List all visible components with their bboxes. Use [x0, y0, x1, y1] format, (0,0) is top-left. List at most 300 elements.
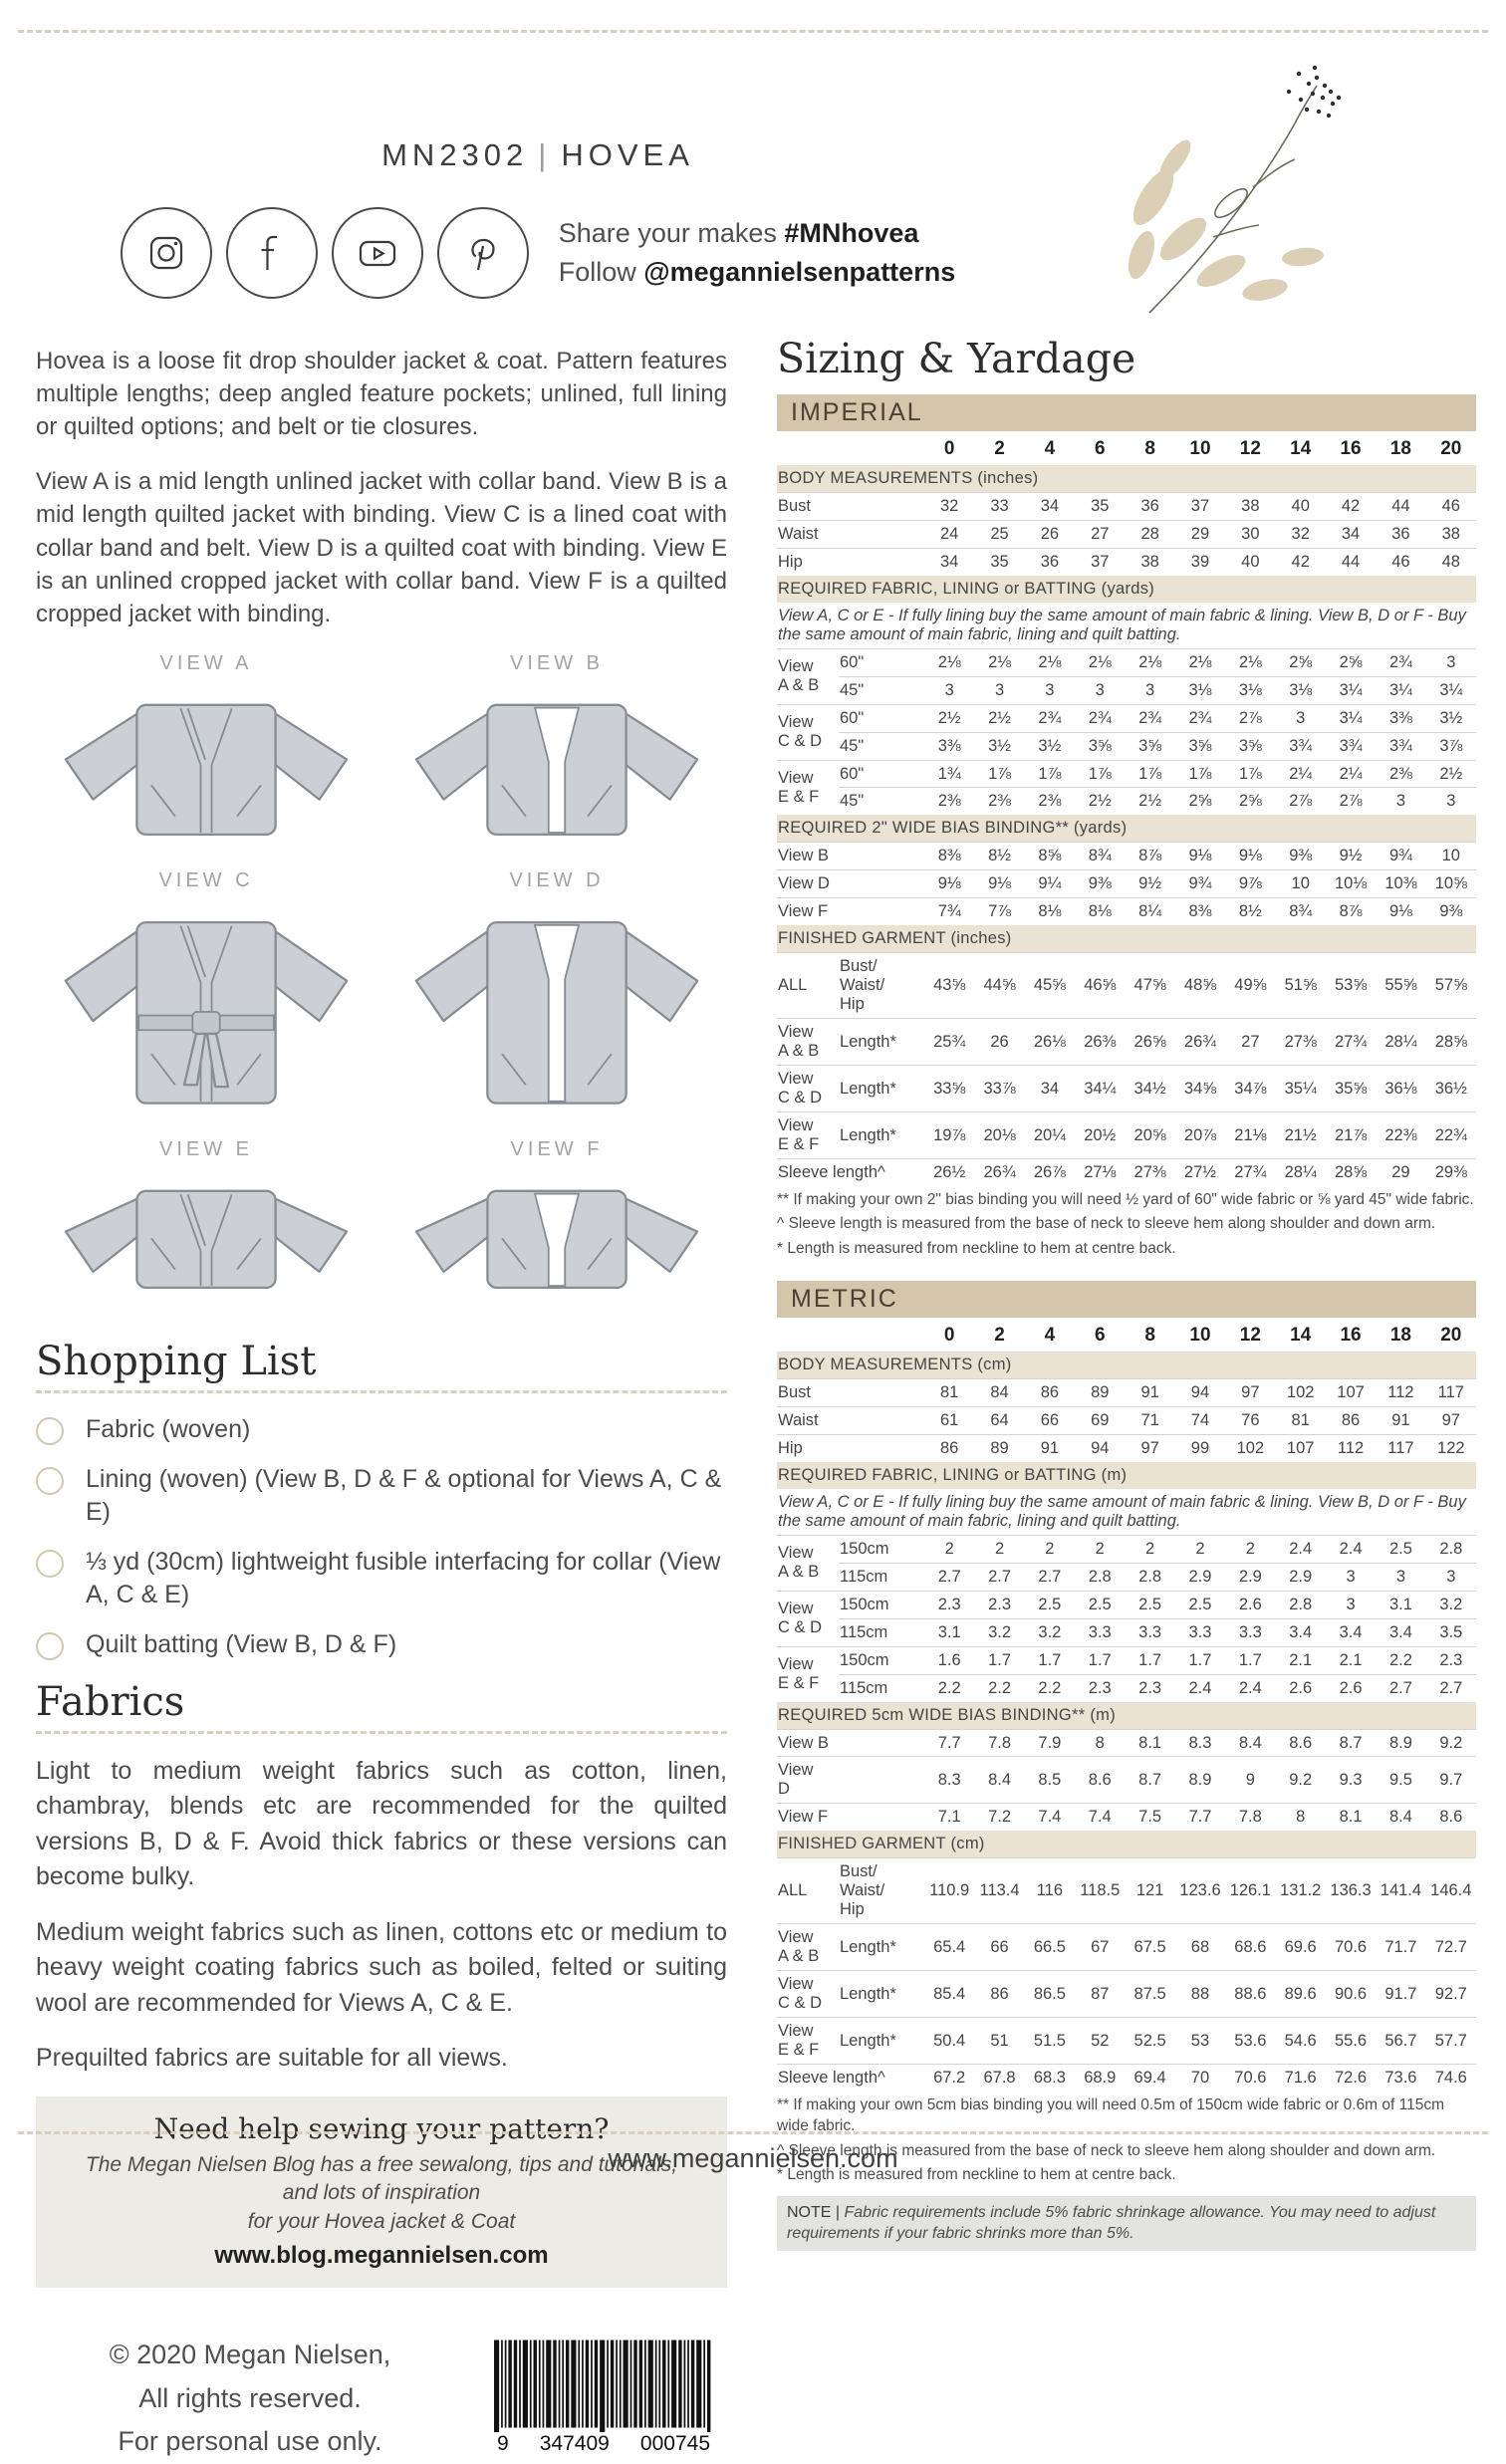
value-cell: 22⅜ [1376, 1112, 1425, 1159]
share-hashtag: #MNhovea [784, 217, 919, 248]
value-cell: 2¾ [1125, 704, 1174, 732]
shopping-list-item[interactable] [36, 1413, 727, 1446]
value-cell: 3.4 [1376, 1618, 1425, 1646]
value-cell: 7.7 [1175, 1804, 1225, 1831]
value-cell: 69 [1075, 1406, 1125, 1434]
value-cell: 8 [1075, 1729, 1125, 1757]
value-cell: 20⅞ [1175, 1112, 1225, 1159]
view-illustration [36, 869, 376, 1128]
value-cell: 3.4 [1276, 1618, 1326, 1646]
value-cell: 2.4 [1326, 1535, 1376, 1563]
table-row [777, 548, 1476, 575]
value-cell: 3⅝ [1125, 732, 1174, 760]
value-cell: 9⅛ [974, 870, 1024, 898]
value-cell: 42 [1276, 548, 1326, 575]
value-cell: 8⅜ [924, 843, 974, 870]
value-cell: 36 [1025, 548, 1075, 575]
value-cell: 2.8 [1125, 1563, 1174, 1591]
value-cell: 3½ [1426, 704, 1476, 732]
value-cell: 21½ [1276, 1112, 1326, 1159]
value-cell: 9⅜ [1426, 898, 1476, 925]
fabrics-paragraph-3: Prequilted fabrics are suitable for all views. [36, 2044, 508, 2073]
value-cell: 3⅛ [1175, 676, 1225, 704]
value-cell: 7.2 [974, 1804, 1024, 1831]
value-cell: 21⅛ [1225, 1112, 1275, 1159]
value-cell: 44⅝ [974, 953, 1024, 1019]
value-cell: 9.3 [1326, 1757, 1376, 1804]
value-cell: 89 [1075, 1378, 1125, 1406]
row-label: View D [777, 1757, 924, 1804]
value-cell: 86 [974, 1971, 1024, 2018]
value-cell: 2⅜ [1376, 760, 1425, 788]
help-line-2: for your Hovea jacket & Coat [247, 2209, 516, 2233]
row-label: Bust [777, 1378, 924, 1406]
value-cell: 65.4 [924, 1924, 974, 1971]
value-cell: 2.5 [1125, 1591, 1174, 1618]
value-cell: 70.6 [1326, 1924, 1376, 1971]
row-sublabel: Length* [839, 1019, 924, 1066]
value-cell: 3¾ [1326, 732, 1376, 760]
pinterest-icon[interactable] [437, 207, 529, 299]
table-row [777, 1971, 1476, 2018]
value-cell: 102 [1276, 1378, 1326, 1406]
value-cell: 30 [1225, 520, 1275, 548]
value-cell: 8.4 [1225, 1729, 1275, 1757]
value-cell: 9⅛ [924, 870, 974, 898]
checkbox-circle[interactable] [36, 1632, 64, 1660]
table-row [777, 1924, 1476, 1971]
value-cell: 2¼ [1326, 760, 1376, 788]
value-cell: 3⅝ [1225, 732, 1275, 760]
metric-table [777, 1320, 1476, 2251]
section-band: FINISHED GARMENT (inches) [777, 925, 1476, 952]
shopping-dashed-divider [36, 1390, 727, 1393]
value-cell: 3 [1025, 676, 1075, 704]
value-cell: 8.9 [1175, 1757, 1225, 1804]
value-cell: 39 [1175, 548, 1225, 575]
row-label: View C & D [777, 1591, 839, 1646]
row-sublabel: 115cm [839, 1618, 924, 1646]
value-cell: 87.5 [1125, 1971, 1174, 2018]
value-cell: 72.7 [1426, 1924, 1476, 1971]
value-cell: 55.6 [1326, 2018, 1376, 2065]
value-cell: 36 [1125, 492, 1174, 520]
size-header-cell: 0 [943, 438, 955, 459]
value-cell: 61 [924, 1406, 974, 1434]
value-cell: 19⅞ [924, 1112, 974, 1159]
table-row [777, 788, 1476, 815]
value-cell: 2.6 [1326, 1674, 1376, 1701]
value-cell: 81 [924, 1378, 974, 1406]
pattern-title [0, 137, 1076, 173]
value-cell: 70.6 [1225, 2065, 1275, 2092]
value-cell: 66 [1025, 1406, 1075, 1434]
value-cell: 3⅜ [1376, 704, 1425, 732]
empty-cell [777, 433, 839, 465]
empty-cell [839, 1320, 924, 1352]
value-cell: 1.7 [1025, 1646, 1075, 1674]
size-header-row [777, 1320, 1476, 1352]
value-cell: 34⅝ [1175, 1066, 1225, 1112]
value-cell: 9 [1225, 1757, 1275, 1804]
value-cell: 146.4 [1426, 1858, 1476, 1924]
checkbox-circle[interactable] [36, 1467, 64, 1495]
row-label: View C & D [777, 1971, 839, 2018]
value-cell: 20⅝ [1125, 1112, 1174, 1159]
value-cell: 8.7 [1326, 1729, 1376, 1757]
value-cell: 26 [974, 1019, 1024, 1066]
value-cell: 34 [1025, 492, 1075, 520]
value-cell: 123.6 [1175, 1858, 1225, 1924]
value-cell: 3¼ [1326, 704, 1376, 732]
value-cell: 8½ [974, 843, 1024, 870]
value-cell: 97 [1426, 1406, 1476, 1434]
value-cell: 34 [1326, 520, 1376, 548]
value-cell: 2 [1075, 1535, 1125, 1563]
footer-url[interactable]: www.megannielsen.com [608, 2143, 898, 2173]
value-cell: 94 [1075, 1434, 1125, 1461]
value-cell: 46 [1376, 548, 1425, 575]
value-cell: 20⅛ [974, 1112, 1024, 1159]
value-cell: 33⅞ [974, 1066, 1024, 1112]
value-cell: 37 [1175, 492, 1225, 520]
bottom-row [36, 2324, 727, 2464]
value-cell: 9⅜ [1276, 843, 1326, 870]
view-label: VIEW B [509, 651, 604, 674]
section-band-row [777, 1352, 1476, 1378]
value-cell: 8⅝ [1025, 843, 1075, 870]
value-cell: 86 [1326, 1406, 1376, 1434]
facebook-icon[interactable] [226, 207, 318, 299]
value-cell: 49⅝ [1225, 953, 1275, 1019]
row-label: View E & F [777, 2018, 839, 2065]
row-label: Sleeve length^ [777, 2065, 924, 2092]
value-cell: 44 [1376, 492, 1425, 520]
note-box-label: NOTE | [787, 2203, 841, 2221]
value-cell: 3 [1376, 1563, 1425, 1591]
value-cell: 45⅝ [1025, 953, 1075, 1019]
value-cell: 117 [1426, 1378, 1476, 1406]
value-cell: 8.4 [1376, 1804, 1425, 1831]
value-cell: 29 [1376, 1159, 1425, 1186]
value-cell: 2 [1125, 1535, 1174, 1563]
value-cell: 51.5 [1025, 2018, 1075, 2065]
view-label: VIEW E [158, 1137, 253, 1160]
value-cell: 2.2 [974, 1674, 1024, 1701]
row-sublabel: 60" [839, 648, 924, 676]
table-row [777, 870, 1476, 898]
value-cell: 9⅛ [1175, 843, 1225, 870]
value-cell: 8.1 [1326, 1804, 1376, 1831]
table-row [777, 1858, 1476, 1924]
value-cell: 55⅝ [1376, 953, 1425, 1019]
value-cell: 10⅝ [1426, 870, 1476, 898]
shopping-list-item[interactable] [36, 1546, 727, 1610]
sizing-column [777, 335, 1476, 2251]
table-row [777, 1618, 1476, 1646]
table-row [777, 898, 1476, 925]
value-cell: 8.1 [1125, 1729, 1174, 1757]
table-row [777, 492, 1476, 520]
table-footnote: * Length is measured from neckline to hem at centre back. [777, 1239, 1176, 1257]
value-cell: 2¼ [1276, 760, 1326, 788]
value-cell: 3¾ [1276, 732, 1326, 760]
table-row [777, 1378, 1476, 1406]
barcode-digits [494, 2432, 713, 2456]
row-sublabel: 150cm [839, 1646, 924, 1674]
barcode [494, 2324, 713, 2456]
value-cell: 3⅝ [1075, 732, 1125, 760]
jacket-drawing [386, 1167, 727, 1313]
value-cell: 112 [1376, 1378, 1425, 1406]
value-cell: 35⅝ [1326, 1066, 1376, 1112]
title-separator: | [538, 137, 552, 172]
value-cell: 3⅜ [924, 732, 974, 760]
value-cell: 1¾ [924, 760, 974, 788]
table-row [777, 1674, 1476, 1701]
value-cell: 68.3 [1025, 2065, 1075, 2092]
value-cell: 8.9 [1376, 1729, 1425, 1757]
value-cell: 38 [1125, 548, 1174, 575]
value-cell: 2⅜ [924, 788, 974, 815]
value-cell: 121 [1125, 1858, 1174, 1924]
shopping-list-item[interactable] [36, 1628, 727, 1661]
value-cell: 3¾ [1376, 732, 1425, 760]
section-band-row [777, 1831, 1476, 1857]
size-header-cell: 12 [1239, 1325, 1261, 1347]
value-cell: 57.7 [1426, 2018, 1476, 2065]
value-cell: 3.3 [1075, 1618, 1125, 1646]
value-cell: 2.4 [1225, 1674, 1275, 1701]
value-cell: 68.9 [1075, 2065, 1125, 2092]
value-cell: 2⅛ [1025, 648, 1075, 676]
value-cell: 57⅝ [1426, 953, 1476, 1019]
size-header-cell: 10 [1189, 1325, 1211, 1347]
value-cell: 2¾ [1376, 648, 1425, 676]
imperial-bar: IMPERIAL [777, 394, 1476, 431]
value-cell: 27⅜ [1276, 1019, 1326, 1066]
value-cell: 110.9 [924, 1858, 974, 1924]
value-cell: 131.2 [1276, 1858, 1326, 1924]
value-cell: 3⅛ [1276, 676, 1326, 704]
value-cell: 34 [924, 548, 974, 575]
size-header-cell: 6 [1094, 1325, 1106, 1347]
help-box [36, 2096, 727, 2288]
value-cell: 3.3 [1225, 1618, 1275, 1646]
section-band: REQUIRED FABRIC, LINING or BATTING (m) [777, 1462, 1476, 1489]
value-cell: 66 [974, 1924, 1024, 1971]
size-header-cell: 20 [1440, 438, 1462, 459]
size-header-cell: 4 [1044, 438, 1056, 459]
value-cell: 3 [1326, 1563, 1376, 1591]
value-cell: 38 [1426, 520, 1476, 548]
imperial-block [777, 394, 1476, 1259]
size-header-cell: 8 [1144, 1325, 1155, 1347]
value-cell: 88.6 [1225, 1971, 1275, 2018]
value-cell: 3.4 [1326, 1618, 1376, 1646]
value-cell: 69.4 [1125, 2065, 1174, 2092]
row-sublabel: Length* [839, 2018, 924, 2065]
checkbox-circle[interactable] [36, 1550, 64, 1578]
value-cell: 91 [1125, 1378, 1174, 1406]
value-cell: 34½ [1125, 1066, 1174, 1112]
value-cell: 74 [1175, 1406, 1225, 1434]
section-band: BODY MEASUREMENTS (cm) [777, 1352, 1476, 1378]
empty-cell [777, 1320, 839, 1352]
value-cell: 27 [1075, 520, 1125, 548]
value-cell: 20½ [1075, 1112, 1125, 1159]
value-cell: 3 [1426, 648, 1476, 676]
value-cell: 87 [1075, 1971, 1125, 2018]
table-row [777, 1159, 1476, 1186]
value-cell: 81 [1276, 1406, 1326, 1434]
row-sublabel: Length* [839, 1971, 924, 2018]
value-cell: 9¾ [1175, 870, 1225, 898]
value-cell: 1.7 [1125, 1646, 1174, 1674]
value-cell: 32 [1276, 520, 1326, 548]
instagram-icon[interactable] [121, 207, 212, 299]
value-cell: 33⅝ [924, 1066, 974, 1112]
shopping-list-item[interactable] [36, 1463, 727, 1528]
section-band: REQUIRED 2" WIDE BIAS BINDING** (yards) [777, 815, 1476, 842]
table-footnote: ** If making your own 5cm bias binding you will need 0.5m of 150cm wide fabric or 0.6m of 115cm wide fabric. [777, 2096, 1444, 2135]
value-cell: 1⅞ [1225, 760, 1275, 788]
value-cell: 2 [974, 1535, 1024, 1563]
value-cell: 2⅝ [1276, 648, 1326, 676]
value-cell: 107 [1276, 1434, 1326, 1461]
note-box [777, 2196, 1476, 2251]
checkbox-circle[interactable] [36, 1417, 64, 1445]
value-cell: 10⅛ [1326, 870, 1376, 898]
value-cell: 54.6 [1276, 2018, 1326, 2065]
value-cell: 99 [1175, 1434, 1225, 1461]
value-cell: 85.4 [924, 1971, 974, 2018]
view-illustration [36, 652, 376, 860]
value-cell: 36½ [1426, 1066, 1476, 1112]
value-cell: 9.7 [1426, 1757, 1476, 1804]
row-sublabel: Length* [839, 1066, 924, 1112]
value-cell: 26⅜ [1075, 1019, 1125, 1066]
value-cell: 89.6 [1276, 1971, 1326, 2018]
value-cell: 3 [924, 676, 974, 704]
value-cell: 2⅝ [1326, 648, 1376, 676]
value-cell: 2.3 [1125, 1674, 1174, 1701]
value-cell: 2.2 [1025, 1674, 1075, 1701]
value-cell: 10 [1276, 870, 1326, 898]
value-cell: 2½ [1426, 760, 1476, 788]
sizing-table [777, 1320, 1476, 2092]
value-cell: 8.4 [974, 1757, 1024, 1804]
section-band-row [777, 1702, 1476, 1729]
value-cell: 9.5 [1376, 1757, 1425, 1804]
row-label: View E & F [777, 1112, 839, 1159]
row-label: ALL [777, 1858, 839, 1924]
value-cell: 43⅝ [924, 953, 974, 1019]
metric-block [777, 1281, 1476, 2251]
value-cell: 47⅝ [1125, 953, 1174, 1019]
value-cell: 2 [1175, 1535, 1225, 1563]
value-cell: 97 [1225, 1378, 1275, 1406]
section-band-row [777, 925, 1476, 952]
table-row [777, 1019, 1476, 1066]
value-cell: 2⅞ [1225, 704, 1275, 732]
value-cell: 7.8 [1225, 1804, 1275, 1831]
value-cell: 8¾ [1276, 898, 1326, 925]
value-cell: 2¾ [1025, 704, 1075, 732]
section-note-row [777, 603, 1476, 648]
table-row [777, 648, 1476, 676]
value-cell: 8.5 [1025, 1757, 1075, 1804]
value-cell: 28¼ [1276, 1159, 1326, 1186]
row-label: ALL [777, 953, 839, 1019]
value-cell: 2⅝ [1225, 788, 1275, 815]
value-cell: 28 [1125, 520, 1174, 548]
value-cell: 2 [1025, 1535, 1075, 1563]
copyright [36, 2324, 464, 2464]
top-dashed-divider [18, 30, 1488, 33]
help-blog-url[interactable]: www.blog.megannielsen.com [214, 2241, 549, 2269]
value-cell: 1⅞ [974, 760, 1024, 788]
value-cell: 9⅞ [1225, 870, 1275, 898]
value-cell: 27 [1225, 1019, 1275, 1066]
value-cell: 72.6 [1326, 2065, 1376, 2092]
follow-handle: @megannielsenpatterns [643, 257, 956, 287]
jacket-drawing [36, 681, 376, 860]
pattern-name: HOVEA [561, 137, 694, 172]
value-cell: 42 [1326, 492, 1376, 520]
value-cell: 28⅝ [1426, 1019, 1476, 1066]
value-cell: 2.2 [924, 1674, 974, 1701]
help-line-1: The Megan Nielsen Blog has a free sewalong, tips and tutorials, and lots of inspiration [85, 2152, 678, 2205]
value-cell: 3.1 [924, 1618, 974, 1646]
value-cell: 26 [1025, 520, 1075, 548]
value-cell: 86.5 [1025, 1971, 1075, 2018]
value-cell: 2 [924, 1535, 974, 1563]
youtube-icon[interactable] [332, 207, 423, 299]
value-cell: 27¾ [1225, 1159, 1275, 1186]
fabrics-section [36, 1754, 727, 2077]
shopping-list [36, 1413, 727, 1661]
value-cell: 90.6 [1326, 1971, 1376, 2018]
value-cell: 8.6 [1075, 1757, 1125, 1804]
value-cell: 91 [1376, 1406, 1425, 1434]
view-label: VIEW F [510, 1137, 604, 1160]
table-row [777, 760, 1476, 788]
value-cell: 8½ [1225, 898, 1275, 925]
value-cell: 2.7 [1025, 1563, 1075, 1591]
section-band: BODY MEASUREMENTS (inches) [777, 465, 1476, 492]
value-cell: 8⅞ [1326, 898, 1376, 925]
value-cell: 7¾ [924, 898, 974, 925]
size-header-cell: 16 [1340, 1325, 1362, 1347]
note-box-text: Fabric requirements include 5% fabric shrinkage allowance. You may need to adjust requirements if your fabric shrinks more than 5%. [787, 2203, 1436, 2243]
value-cell: 8.3 [924, 1757, 974, 1804]
value-cell: 8 [1276, 1804, 1326, 1831]
follow-prefix: Follow [558, 257, 644, 287]
table-row [777, 1112, 1476, 1159]
value-cell: 35 [1075, 492, 1125, 520]
value-cell: 8⅛ [1075, 898, 1125, 925]
value-cell: 2.5 [1025, 1591, 1075, 1618]
value-cell: 3.1 [1376, 1591, 1425, 1618]
value-cell: 34 [1025, 1066, 1075, 1112]
value-cell: 10 [1426, 843, 1476, 870]
table-row [777, 2018, 1476, 2065]
value-cell: 29 [1175, 520, 1225, 548]
row-label: Hip [777, 548, 924, 575]
row-sublabel: Bust/ Waist/ Hip [839, 953, 924, 1019]
value-cell: 9¾ [1376, 843, 1425, 870]
